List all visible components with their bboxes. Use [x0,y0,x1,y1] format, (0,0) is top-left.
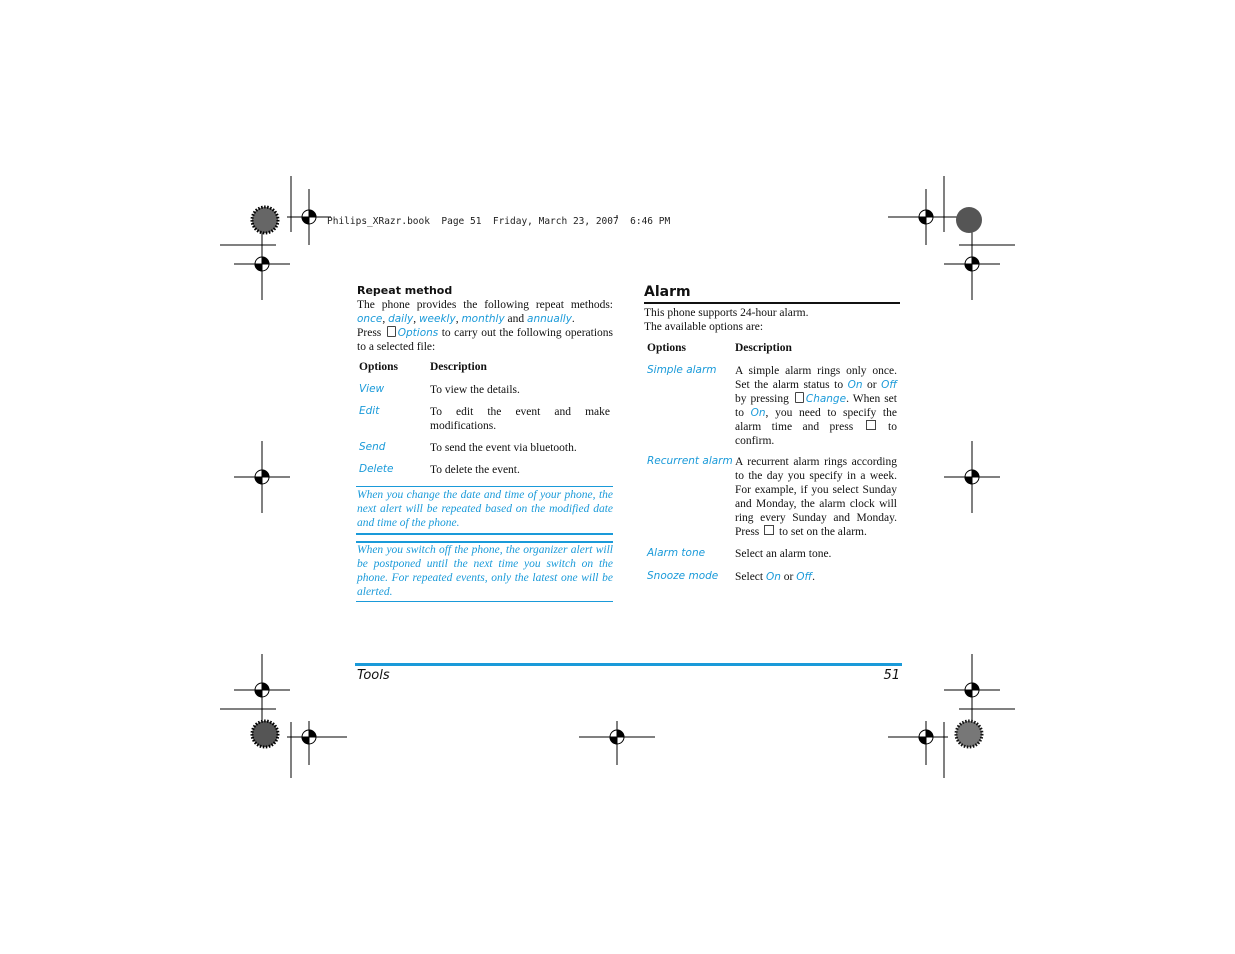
alarm-intro-2: The available options are: [644,321,764,333]
ok-key-icon [764,525,774,535]
repeat-intro: The phone provides the following repeat methods: once, daily, weekly, monthly and annually. Press Options to carry out the following operations to a selected file: [357,299,613,353]
section-title-alarm: Alarm [644,284,691,300]
option-delete: Delete [359,463,394,475]
option-snooze-mode-desc: Select On or Off. [735,571,815,583]
section-heading-repeat-method: Repeat method [357,284,453,297]
option-send-desc: To send the event via bluetooth. [430,442,577,454]
option-snooze-mode: Snooze mode [647,570,719,582]
option-alarm-tone-desc: Select an alarm tone. [735,548,832,560]
option-delete-desc: To delete the event. [430,464,520,476]
term-annually: annually [527,313,572,325]
note-rule-bottom-1 [356,533,613,535]
option-alarm-tone: Alarm tone [647,547,706,559]
option-view-desc: To view the details. [430,384,520,396]
term-daily: daily [388,313,414,325]
title-underline [644,302,900,304]
left-softkey-icon [795,392,804,403]
term-once: once [357,313,383,325]
option-recurrent-alarm: Recurrent alarm [647,455,733,467]
alarm-table-header-description: Description [735,342,792,354]
table-header-options: Options [359,361,398,373]
option-edit-desc: To edit the event and make modifications. [430,406,610,432]
print-header-stamp: Philips_XRazr.book Page 51 Friday, March 23, 2007 6:46 PM [327,216,671,227]
option-view: View [359,383,385,395]
note-date-time-change: When you change the date and time of your phone, the next alert will be repeated based on the modified date and time of the phone. [357,489,613,529]
term-monthly: monthly [461,313,505,325]
left-softkey-icon [387,326,396,337]
table-header-description: Description [430,361,487,373]
footer-section-name: Tools [357,668,390,683]
alarm-table-header-options: Options [647,342,686,354]
note-rule-top-1 [356,486,613,487]
option-simple-alarm: Simple alarm [647,364,717,376]
ok-key-icon [866,420,876,430]
alarm-intro-1: This phone supports 24-hour alarm. [644,307,809,319]
option-simple-alarm-desc: A simple alarm rings only once. Set the alarm status to On or Off by pressing Change. When set to On, you need to specify the alarm time and press to confirm. [735,365,897,447]
footer-rule [355,663,902,666]
footer-page-number: 51 [883,668,900,683]
option-recurrent-alarm-desc: A recurrent alarm rings according to the day you specify in a week. For example, if you select Sunday and Monday, the alarm clock will ring every Sunday and Monday. Press to set on the alarm. [735,456,897,538]
note-rule-bottom-2 [356,601,613,602]
option-edit: Edit [359,405,380,417]
note-switch-off: When you switch off the phone, the organizer alert will be postponed until the next time you switch on the phone. For repeated events, only the latest one will be alerted. [357,544,613,598]
term-weekly: weekly [418,313,456,325]
term-options: Options [397,327,439,339]
option-send: Send [359,441,386,453]
